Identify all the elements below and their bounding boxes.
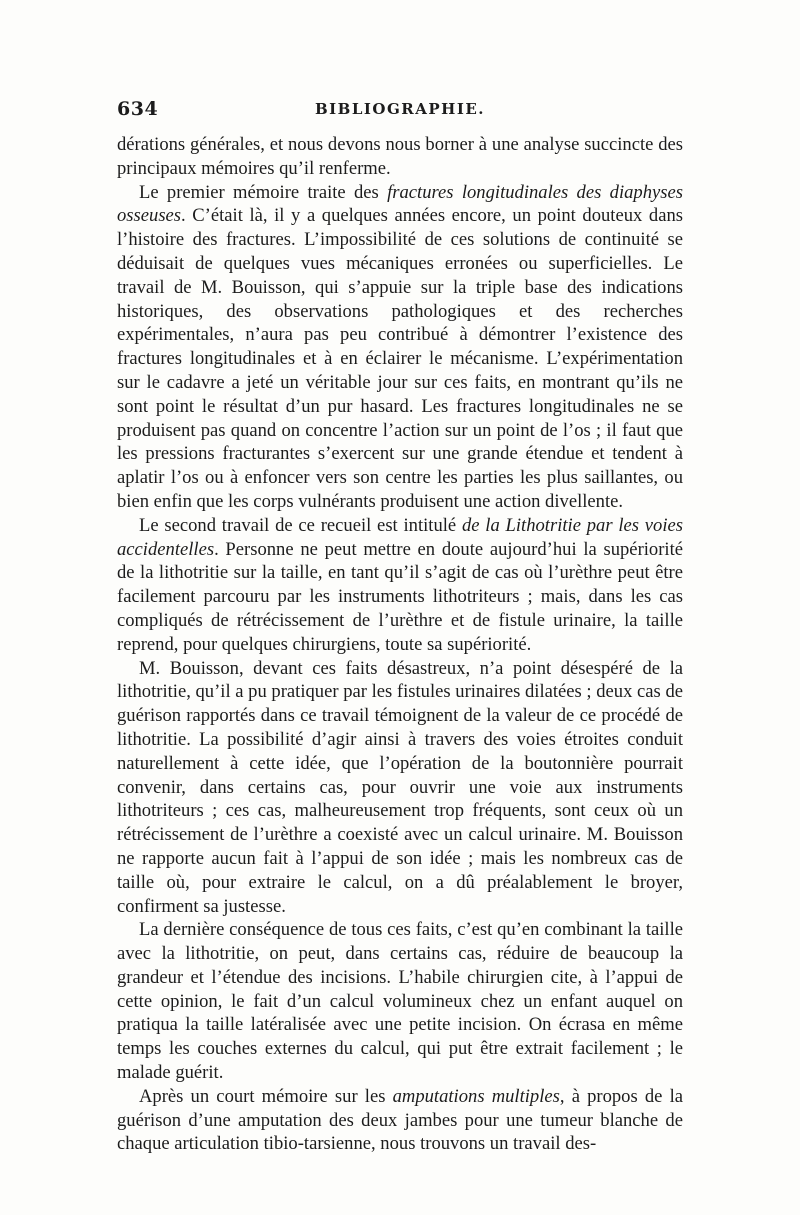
- text-segment: dérations générales, et nous devons nous borner à une analyse succincte des principaux mémoires qu’il renferme.: [117, 134, 683, 179]
- page-number: 634: [117, 98, 159, 120]
- text-segment: Le premier mémoire traite des: [139, 181, 388, 203]
- text-segment: . C’était là, il y a quelques années encore, un point douteux dans l’histoire des fractures. L’impossibilité de ces solutions de continuité se déduisait de quelques vues mécaniques erronées ou superficielles. Le travail de M. Bouisson, qui s’appuie sur la triple base des indications historiques, des observations pathologiques et des recherches expérimentales, n’aura pas peu contribué à démontrer l’existence des fractures longitudinales et à en éclairer le mécanisme. L’expérimentation sur le cadavre a jeté un véritable jour sur ces faits, en montrant qu’ils ne sont point le résultat d’un pur hasard. Les fractures longitudinales ne se produisent pas quand on concentre l’action sur un point de l’os ; il faut que les pressions fracturantes s’exercent sur une grande étendue et tendent à aplatir l’os ou à enfoncer vers son centre les parties les plus saillantes, ou bien enfin que les corps vulnérants produisent une action divellente.: [117, 205, 683, 512]
- paragraph: [117, 133, 683, 181]
- paragraph: [117, 181, 683, 514]
- paragraph: [117, 918, 683, 1085]
- text-segment: La dernière conséquence de tous ces faits, c’est qu’en combinant la taille avec la lithotritie, on peut, dans certains cas, réduire de beaucoup la grandeur et l’étendue des incisions. L’habile chirurgien cite, à l’appui de cette opinion, le fait d’un calcul volumineux chez un enfant auquel on pratiqua la taille latéralisée avec une petite incision. On écrasa en même temps les couches externes du calcul, qui put être extrait facilement ; le malade guérit.: [117, 919, 683, 1084]
- italic-text: amputations multiples: [392, 1085, 560, 1107]
- text-segment: Le second travail de ce recueil est intitulé: [139, 514, 462, 536]
- italic-text: fractures longitudinales des diaphyses osseuses: [117, 181, 683, 227]
- paragraph: [117, 514, 683, 657]
- text-segment: Après un court mémoire sur les: [139, 1085, 393, 1107]
- text-segment: , à propos de la guérison d’une amputation des deux jambes pour une tumeur blanche de chaque articulation tibio-tarsienne, nous trouvons un travail des-: [117, 1085, 683, 1155]
- body-text: [117, 133, 683, 1156]
- paragraph: [117, 657, 683, 919]
- running-head: BIBLIOGRAPHIE.: [314, 100, 486, 118]
- paragraph: [117, 1085, 683, 1156]
- text-segment: M. Bouisson, devant ces faits désastreux, n’a point désespéré de la lithotritie, qu’il a pu pratiquer par les fistules urinaires dilatées ; deux cas de guérison rapportés dans ce travail témoignent de la valeur de ce procédé de lithotritie. La possibilité d’agir ainsi à travers des voies étroites conduit naturellement à cette idée, que l’opération de la boutonnière pourrait convenir, dans certains cas, pour ouvrir une voie aux instruments lithotriteurs ; ces cas, malheureusement trop fréquents, sont ceux où un rétrécissement de l’urèthre a coexisté avec un calcul urinaire. M. Bouisson ne rapporte aucun fait à l’appui de son idée ; mais les nombreux cas de taille où, pour extraire le calcul, on a dû préalablement le broyer, confirment sa justesse.: [117, 657, 683, 917]
- text-segment: . Personne ne peut mettre en doute aujourd’hui la supériorité de la lithotritie sur la taille, en tant qu’il s’agit de cas où l’urèthre peut être facilement parcouru par les instruments lithotriteurs ; mais, dans les cas compliqués de rétrécissement de l’urèthre et de fistule urinaire, la taille reprend, pour quelques chirurgiens, toute sa supériorité.: [117, 538, 683, 655]
- page-header: [117, 98, 683, 124]
- italic-text: de la Lithotritie par les voies accidentelles: [117, 514, 683, 560]
